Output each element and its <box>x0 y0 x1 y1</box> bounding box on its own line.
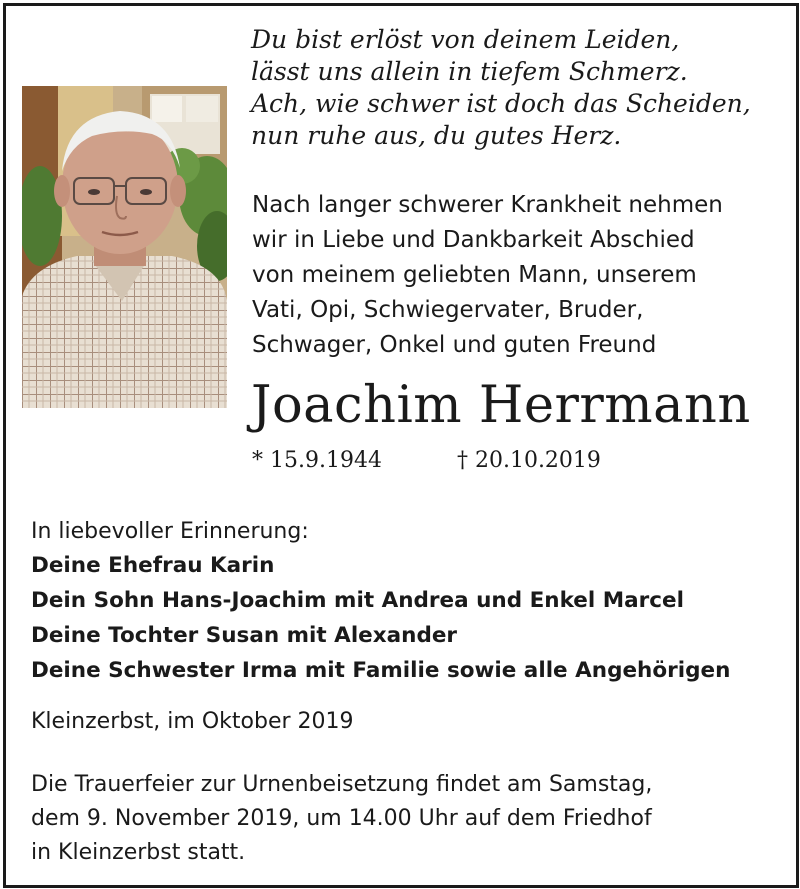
deceased-name: Joachim Herrmann <box>251 376 751 435</box>
intro-line: Vati, Opi, Schwiegervater, Bruder, <box>252 297 644 323</box>
funeral-line: dem 9. November 2019, um 14.00 Uhr auf dem Friedhof <box>31 806 652 831</box>
intro-line: von meinem geliebten Mann, unserem <box>252 262 697 288</box>
family-member: Deine Schwester Irma mit Familie sowie alle Angehörigen <box>31 658 731 683</box>
funeral-notice <box>31 768 652 870</box>
poem-line: nun ruhe aus, du gutes Herz. <box>251 121 622 150</box>
life-dates <box>252 447 601 475</box>
obituary-card <box>3 3 799 888</box>
intro-text <box>252 188 782 363</box>
birth-date: * 15.9.1944 <box>252 448 382 473</box>
family-list <box>31 548 730 688</box>
poem-line: Ach, wie schwer ist doch das Scheiden, <box>251 89 751 118</box>
portrait-photo <box>22 86 227 408</box>
funeral-line: Die Trauerfeier zur Urnenbeisetzung findet am Samstag, <box>31 772 653 797</box>
memory-heading: In liebevoller Erinnerung: <box>31 519 309 544</box>
poem-line: lässt uns allein in tiefem Schmerz. <box>251 57 688 86</box>
funeral-line: in Kleinzerbst statt. <box>31 840 246 865</box>
intro-line: Schwager, Onkel und guten Freund <box>252 332 657 358</box>
place-date: Kleinzerbst, im Oktober 2019 <box>31 709 354 734</box>
poem <box>251 24 781 152</box>
family-member: Deine Tochter Susan mit Alexander <box>31 623 458 648</box>
portrait-image <box>22 86 227 408</box>
family-member: Deine Ehefrau Karin <box>31 553 275 578</box>
death-date: † 20.10.2019 <box>456 448 601 473</box>
intro-line: wir in Liebe und Dankbarkeit Abschied <box>252 227 695 253</box>
intro-line: Nach langer schwerer Krankheit nehmen <box>252 192 723 218</box>
poem-line: Du bist erlöst von deinem Leiden, <box>251 25 680 54</box>
family-member: Dein Sohn Hans-Joachim mit Andrea und Enkel Marcel <box>31 588 684 613</box>
